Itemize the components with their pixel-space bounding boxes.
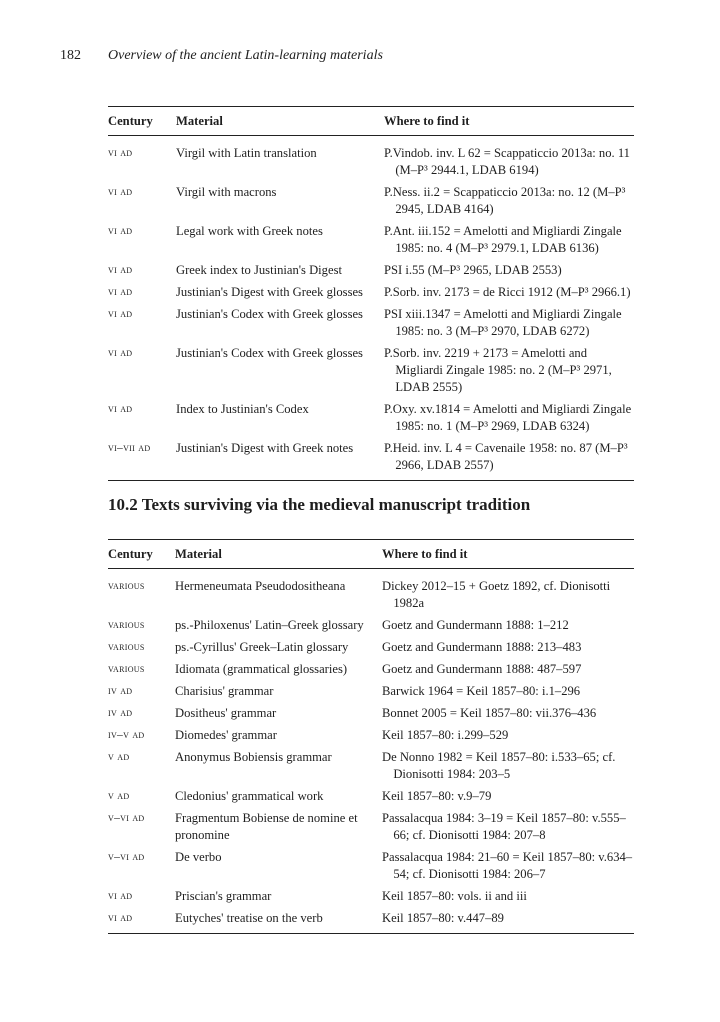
cell-century: vi ad: [108, 347, 133, 359]
cell-where: De Nonno 1982 = Keil 1857–80: i.533–65; cf. Dionisotti 1984: 203–5: [382, 750, 616, 781]
cell-where: Dickey 2012–15 + Goetz 1892, cf. Dionisotti 1982a: [382, 579, 611, 610]
cell-where: Passalacqua 1984: 21–60 = Keil 1857–80: v.634–54; cf. Dionisotti 1984: 206–7: [382, 850, 633, 881]
table-row: [108, 885, 634, 907]
cell-material: Hermeneumata Pseudodositheana: [175, 579, 346, 593]
cell-material: Justinian's Codex with Greek glosses: [176, 346, 363, 360]
table-row: [108, 303, 634, 342]
cell-where: PSI i.55 (M–P³ 2965, LDAB 2553): [384, 263, 562, 277]
table-row: [108, 437, 634, 481]
cell-where: P.Sorb. inv. 2219 + 2173 = Amelotti and Migliardi Zingale 1985: no. 2 (M–P³ 2971, LDAB 2555): [384, 346, 612, 394]
column-header-century: Century: [108, 114, 153, 128]
table-row: [108, 569, 634, 615]
table-row: [108, 746, 634, 785]
table-row: [108, 342, 634, 398]
cell-material: Index to Justinian's Codex: [176, 402, 309, 416]
table-row: [108, 785, 634, 807]
cell-century: v–vi ad: [108, 812, 145, 824]
cell-century: vi ad: [108, 403, 133, 415]
cell-material: ps.-Cyrillus' Greek–Latin glossary: [175, 640, 349, 654]
cell-material: ps.-Philoxenus' Latin–Greek glossary: [175, 618, 364, 632]
cell-where: P.Heid. inv. L 4 = Cavenaile 1958: no. 87 (M–P³ 2966, LDAB 2557): [384, 441, 628, 472]
papyri-table: [108, 106, 634, 481]
cell-material: Cledonius' grammatical work: [175, 789, 324, 803]
cell-material: Charisius' grammar: [175, 684, 274, 698]
column-header-material: Material: [175, 547, 222, 561]
cell-where: Keil 1857–80: i.299–529: [382, 728, 509, 742]
cell-where: Barwick 1964 = Keil 1857–80: i.1–296: [382, 684, 581, 698]
cell-where: Keil 1857–80: v.9–79: [382, 789, 492, 803]
cell-material: Fragmentum Bobiense de nomine et pronomine: [175, 811, 358, 842]
cell-where: Goetz and Gundermann 1888: 487–597: [382, 662, 582, 676]
cell-material: Diomedes' grammar: [175, 728, 277, 742]
cell-century: vi ad: [108, 225, 133, 237]
cell-material: De verbo: [175, 850, 222, 864]
table-row: [108, 636, 634, 658]
cell-material: Legal work with Greek notes: [176, 224, 323, 238]
cell-material: Justinian's Digest with Greek glosses: [176, 285, 363, 299]
cell-century: various: [108, 619, 145, 631]
cell-where: Bonnet 2005 = Keil 1857–80: vii.376–436: [382, 706, 597, 720]
cell-century: vi ad: [108, 186, 133, 198]
column-header-material: Material: [176, 114, 223, 128]
table-row: [108, 702, 634, 724]
cell-material: Greek index to Justinian's Digest: [176, 263, 342, 277]
cell-century: v–vi ad: [108, 851, 145, 863]
cell-material: Eutyches' treatise on the verb: [175, 911, 323, 925]
column-header-where: Where to find it: [382, 547, 468, 561]
table-row: [108, 181, 634, 220]
cell-century: iv ad: [108, 685, 133, 697]
cell-century: vi ad: [108, 286, 133, 298]
cell-material: Virgil with Latin translation: [176, 146, 317, 160]
table-row: [108, 259, 634, 281]
cell-material: Justinian's Digest with Greek notes: [176, 441, 354, 455]
cell-where: Passalacqua 1984: 3–19 = Keil 1857–80: v.555–66; cf. Dionisotti 1984: 207–8: [382, 811, 626, 842]
cell-material: Dositheus' grammar: [175, 706, 277, 720]
cell-material: Idiomata (grammatical glossaries): [175, 662, 348, 676]
page-number: 182: [60, 48, 81, 63]
cell-century: vi ad: [108, 890, 133, 902]
cell-where: PSI xiii.1347 = Amelotti and Migliardi Zingale 1985: no. 3 (M–P³ 2970, LDAB 6272): [384, 307, 622, 338]
section-heading: 10.2 Texts surviving via the medieval manuscript tradition: [108, 495, 531, 514]
table-row: [108, 846, 634, 885]
cell-century: v ad: [108, 790, 130, 802]
cell-material: Priscian's grammar: [175, 889, 272, 903]
cell-century: iv ad: [108, 707, 133, 719]
table-header-row: [108, 107, 634, 136]
cell-where: Goetz and Gundermann 1888: 213–483: [382, 640, 582, 654]
table-header-row: [108, 540, 634, 569]
cell-where: Keil 1857–80: v.447–89: [382, 911, 504, 925]
cell-century: vi ad: [108, 264, 133, 276]
table-row: [108, 281, 634, 303]
cell-century: various: [108, 641, 145, 653]
cell-century: various: [108, 580, 145, 592]
cell-where: P.Vindob. inv. L 62 = Scappaticcio 2013a: no. 11 (M–P³ 2944.1, LDAB 6194): [384, 146, 630, 177]
table-row: [108, 724, 634, 746]
cell-where: P.Ness. ii.2 = Scappaticcio 2013a: no. 12 (M–P³ 2945, LDAB 4164): [384, 185, 626, 216]
cell-where: P.Sorb. inv. 2173 = de Ricci 1912 (M–P³ 2966.1): [384, 285, 631, 299]
table-row: [108, 614, 634, 636]
table-row: [108, 136, 634, 182]
cell-where: Keil 1857–80: vols. ii and iii: [382, 889, 527, 903]
cell-century: iv–v ad: [108, 729, 145, 741]
cell-century: various: [108, 663, 145, 675]
cell-material: Justinian's Codex with Greek glosses: [176, 307, 363, 321]
table-row: [108, 680, 634, 702]
table-row: [108, 220, 634, 259]
table-row: [108, 907, 634, 934]
column-header-century: Century: [108, 547, 153, 561]
cell-century: vi ad: [108, 912, 133, 924]
cell-century: vi ad: [108, 147, 133, 159]
table-row: [108, 658, 634, 680]
cell-century: vi ad: [108, 308, 133, 320]
table-row: [108, 398, 634, 437]
cell-where: Goetz and Gundermann 1888: 1–212: [382, 618, 569, 632]
cell-where: P.Ant. iii.152 = Amelotti and Migliardi Zingale 1985: no. 4 (M–P³ 2979.1, LDAB 6136): [384, 224, 622, 255]
running-title: Overview of the ancient Latin-learning materials: [108, 48, 383, 63]
manuscript-texts-table: [108, 539, 634, 934]
cell-century: vi–vii ad: [108, 442, 151, 454]
cell-material: Anonymus Bobiensis grammar: [175, 750, 332, 764]
running-head: [60, 48, 383, 64]
table-row: [108, 807, 634, 846]
cell-material: Virgil with macrons: [176, 185, 277, 199]
cell-where: P.Oxy. xv.1814 = Amelotti and Migliardi Zingale 1985: no. 1 (M–P³ 2969, LDAB 6324): [384, 402, 632, 433]
column-header-where: Where to find it: [384, 114, 470, 128]
cell-century: v ad: [108, 751, 130, 763]
